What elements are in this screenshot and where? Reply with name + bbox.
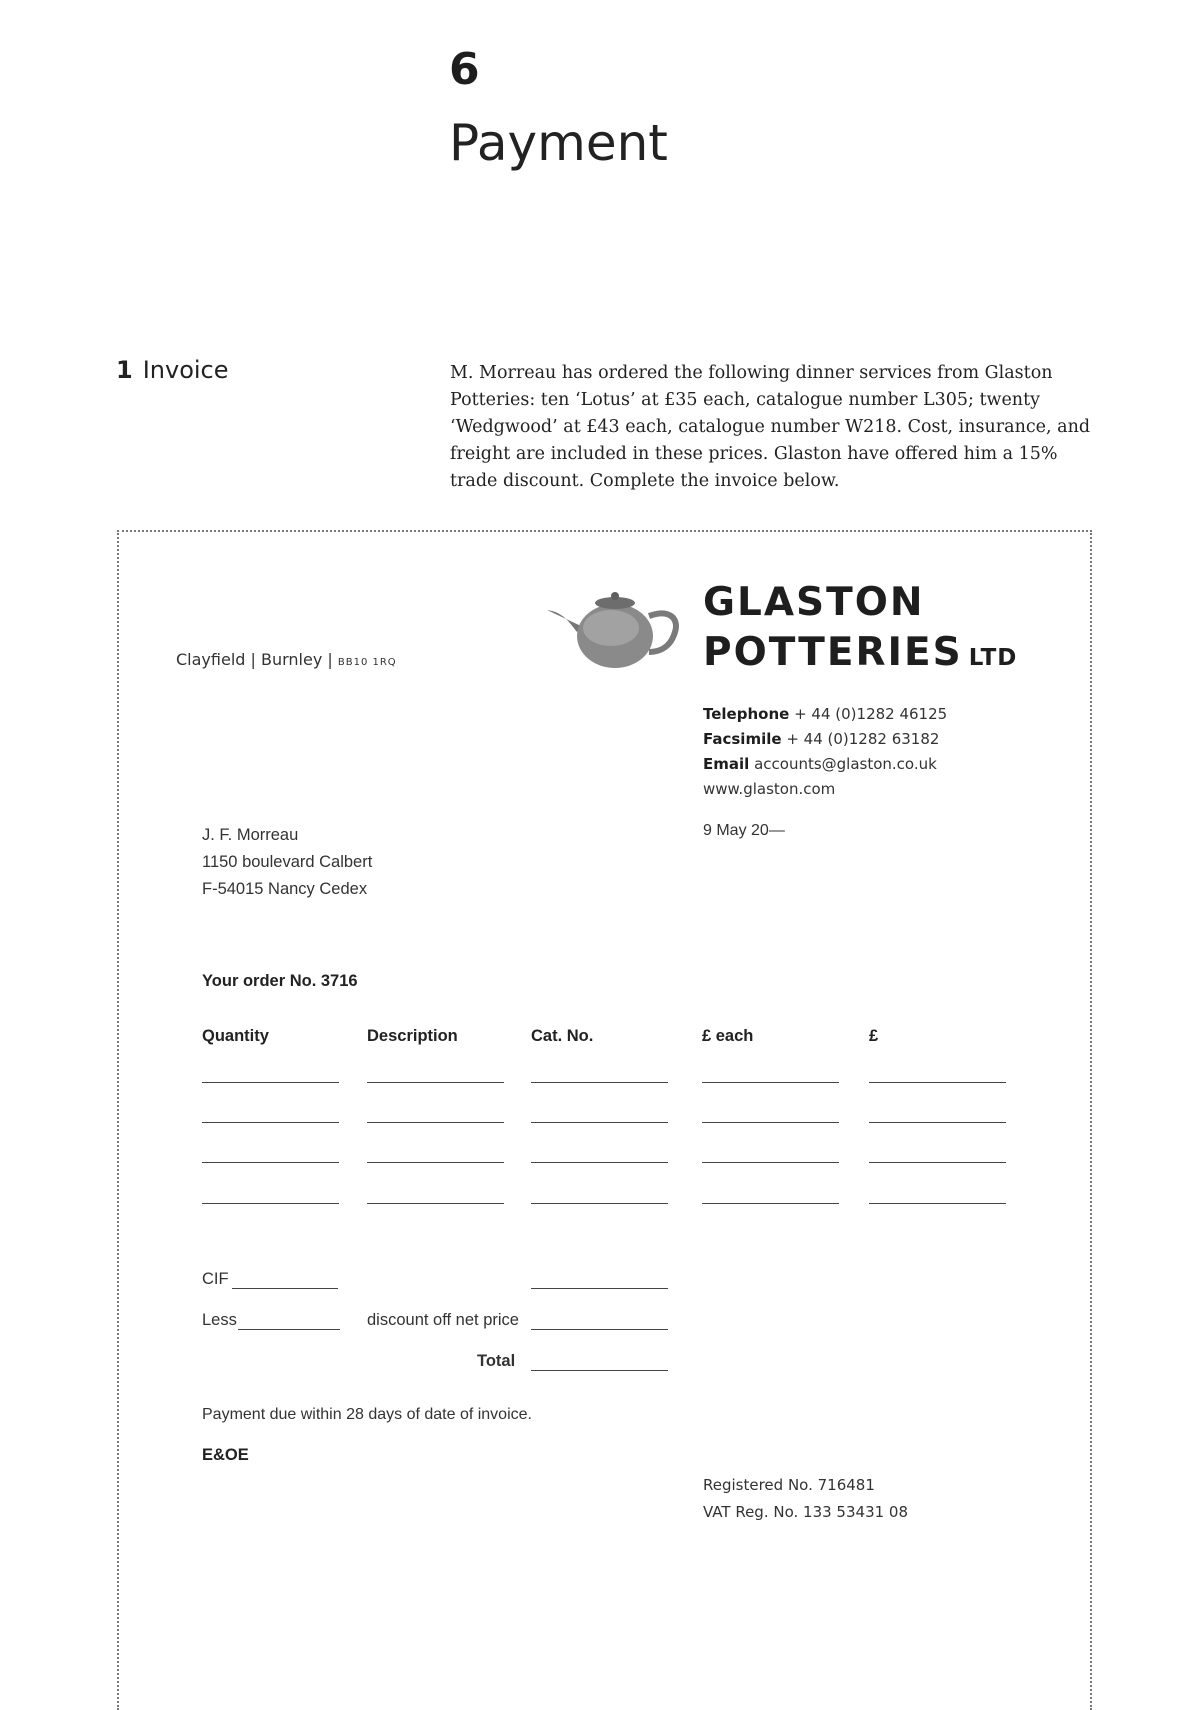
section-number: 1 xyxy=(116,356,133,384)
chapter-number: 6 xyxy=(449,44,480,95)
column-header-description: Description xyxy=(367,1027,458,1045)
errors-omissions-excepted: E&OE xyxy=(202,1446,249,1464)
email-label: Email xyxy=(703,755,750,773)
telephone-label: Telephone xyxy=(703,705,790,723)
registered-number: Registered No. 716481 xyxy=(703,1476,875,1494)
customer-city: F-54015 Nancy Cedex xyxy=(202,880,368,898)
vat-number: VAT Reg. No. 133 53431 08 xyxy=(703,1503,909,1521)
column-header-cat-no: Cat. No. xyxy=(531,1027,594,1045)
customer-address xyxy=(202,822,372,903)
line-item-3-description-blank[interactable] xyxy=(367,1162,504,1163)
sender-address xyxy=(176,650,397,669)
column-header-price-each: £ each xyxy=(702,1027,754,1045)
customer-name: J. F. Morreau xyxy=(202,826,299,844)
line-item-3-quantity-blank[interactable] xyxy=(202,1162,339,1163)
discount-label: discount off net price xyxy=(367,1311,519,1329)
email-address: accounts@glaston.co.uk xyxy=(754,755,937,773)
line-item-3-cat-no-blank[interactable] xyxy=(531,1162,668,1163)
invoice-date: 9 May 20— xyxy=(703,822,785,839)
cif-blank[interactable] xyxy=(232,1288,338,1289)
fax-label: Facsimile xyxy=(703,730,782,748)
line-item-1-amount-blank[interactable] xyxy=(869,1082,1006,1083)
customer-street: 1150 boulevard Calbert xyxy=(202,853,373,871)
sender-address-text: Clayfield | Burnley | xyxy=(176,650,338,669)
fax-number: + 44 (0)1282 63182 xyxy=(786,730,940,748)
line-item-2-quantity-blank[interactable] xyxy=(202,1122,339,1123)
line-item-2-price-each-blank[interactable] xyxy=(702,1122,839,1123)
line-item-4-description-blank[interactable] xyxy=(367,1203,504,1204)
company-suffix: LTD xyxy=(968,645,1018,671)
payment-terms: Payment due within 28 days of date of invoice. xyxy=(202,1406,532,1423)
line-item-4-cat-no-blank[interactable] xyxy=(531,1203,668,1204)
telephone-number: + 44 (0)1282 46125 xyxy=(794,705,948,723)
section-title: Invoice xyxy=(142,356,229,384)
line-item-4-price-each-blank[interactable] xyxy=(702,1203,839,1204)
discount-amount-blank[interactable] xyxy=(531,1329,668,1330)
line-item-1-description-blank[interactable] xyxy=(367,1082,504,1083)
total-amount-blank[interactable] xyxy=(531,1370,668,1371)
website: www.glaston.com xyxy=(703,780,836,798)
line-item-3-price-each-blank[interactable] xyxy=(702,1162,839,1163)
teapot-logo xyxy=(545,586,685,676)
line-item-2-amount-blank[interactable] xyxy=(869,1122,1006,1123)
line-item-2-cat-no-blank[interactable] xyxy=(531,1122,668,1123)
line-item-1-quantity-blank[interactable] xyxy=(202,1082,339,1083)
discount-rate-blank[interactable] xyxy=(238,1329,340,1330)
line-item-1-price-each-blank[interactable] xyxy=(702,1082,839,1083)
column-header-quantity: Quantity xyxy=(202,1027,269,1045)
chapter-title: Payment xyxy=(449,114,668,172)
column-header-amount: £ xyxy=(869,1027,879,1045)
line-item-4-quantity-blank[interactable] xyxy=(202,1203,339,1204)
company-name-line1: GLASTON xyxy=(703,580,925,625)
line-item-4-amount-blank[interactable] xyxy=(869,1203,1006,1204)
line-item-2-description-blank[interactable] xyxy=(367,1122,504,1123)
company-name xyxy=(703,578,1017,683)
less-label: Less xyxy=(202,1311,237,1329)
contact-details xyxy=(703,702,947,802)
company-name-line2: POTTERIES xyxy=(703,630,963,675)
line-item-1-cat-no-blank[interactable] xyxy=(531,1082,668,1083)
total-label: Total xyxy=(477,1352,516,1370)
registration-details xyxy=(703,1472,908,1526)
order-reference: Your order No. 3716 xyxy=(202,972,358,990)
cif-label: CIF xyxy=(202,1270,229,1288)
exercise-instructions: M. Morreau has ordered the following dinner services from Glaston Potteries: ten ‘Lotus’ at £35 each, catalogue number L305; twenty ‘Wedgwood’ at £43 each, catalogue number W218. Cost, insurance, and freight are included in these prices. Glaston have offered him a 15% trade discount. Complete the invoice below. xyxy=(450,363,1091,491)
cif-amount-blank[interactable] xyxy=(531,1288,668,1289)
line-item-3-amount-blank[interactable] xyxy=(869,1162,1006,1163)
sender-postcode: BB10 1RQ xyxy=(337,657,397,668)
section-heading xyxy=(116,356,229,384)
